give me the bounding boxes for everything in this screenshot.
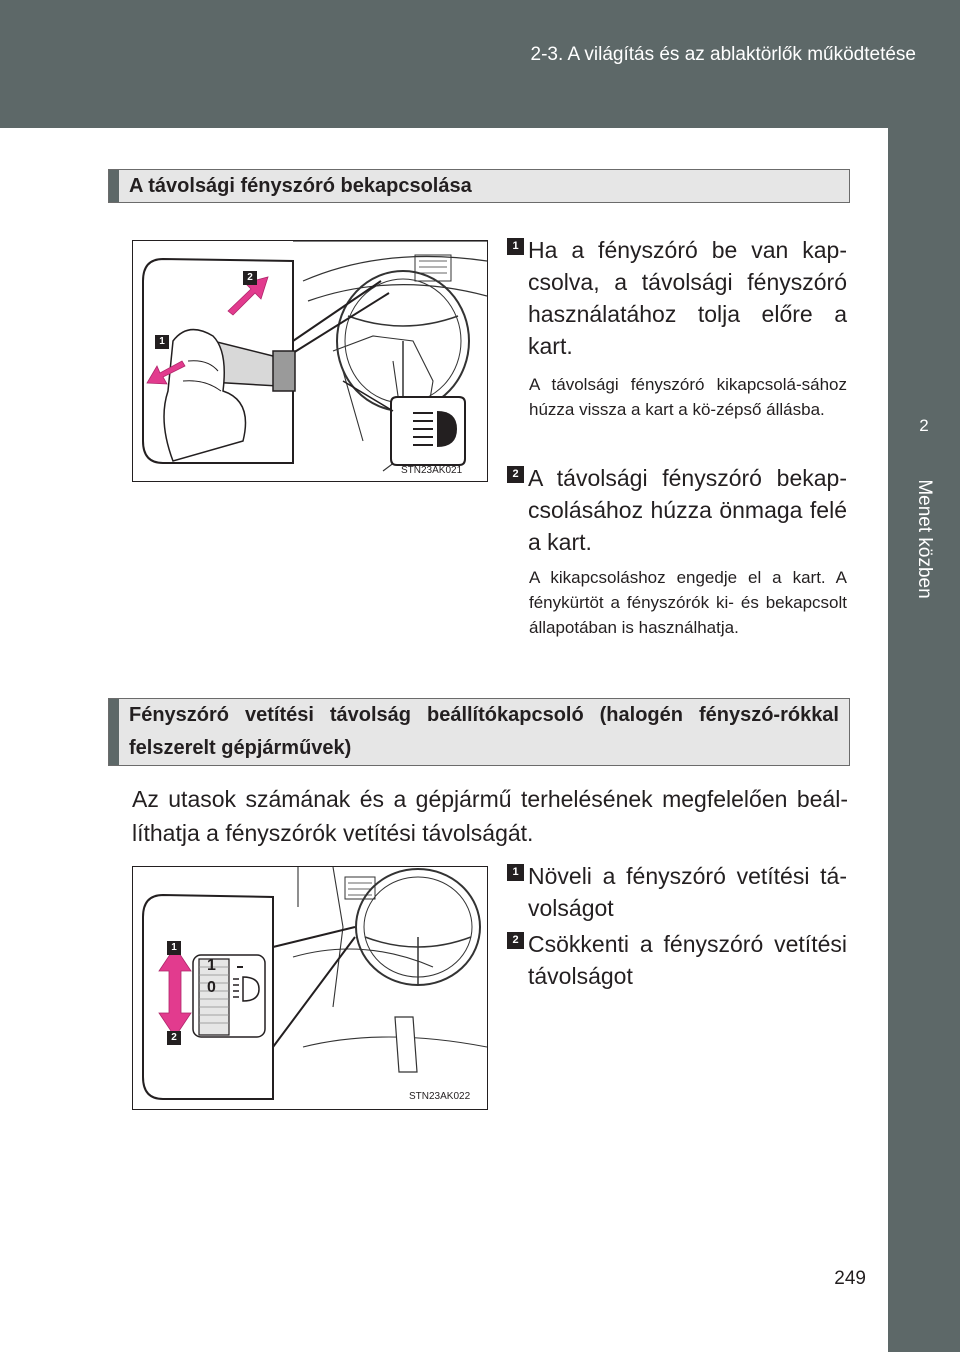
step-text: Ha a fényszóró be van kap-csolva, a távolsági fényszóró használatához tolja előre a kart.	[528, 237, 847, 359]
dial-drawing	[133, 867, 487, 1109]
chapter-number: 2	[919, 416, 929, 435]
dial-label-1: 1	[207, 957, 216, 974]
step-1-high-beam	[507, 234, 847, 362]
page-number: 249	[834, 1268, 866, 1289]
badge-fig1-two: 2	[247, 272, 253, 283]
step-badge: 1	[507, 238, 524, 255]
lever-drawing	[133, 241, 487, 481]
step-2-note: A kikapcsoláshoz engedje el a kart. A fénykürtöt a fényszórók ki- és bekapcsolt állapotában is használhatja.	[529, 568, 847, 637]
figure-code: STN23AK021	[401, 465, 463, 476]
section-heading-text: Fényszóró vetítési távolság beállítókapcsoló (halogén fényszó-rókkal felszerelt gépjárművek)	[129, 704, 839, 759]
high-beam-lever-illustration	[132, 240, 488, 482]
dial-label-0: 0	[207, 979, 216, 996]
section-title: 2-3. A világítás és az ablaktörlők működtetése	[530, 44, 916, 65]
step-badge: 2	[507, 466, 524, 483]
page-header	[0, 0, 960, 128]
step-text: A távolsági fényszóró bekap-csolásához húzza önmaga felé a kart.	[528, 465, 847, 555]
section-heading-high-beam	[108, 169, 850, 203]
step-badge: 1	[507, 864, 524, 881]
chapter-title: Menet közben	[914, 479, 935, 599]
leveling-dial-illustration	[132, 866, 488, 1110]
section-heading-text: A távolsági fényszóró bekapcsolása	[129, 175, 472, 197]
step-2-high-beam	[507, 462, 847, 558]
badge-fig2-two: 2	[171, 1032, 177, 1043]
chapter-tab	[888, 128, 960, 1352]
step-1-note: A távolsági fényszóró kikapcsolá-sához húzza vissza a kart a kö-zépső állásba.	[529, 375, 847, 419]
figure-code: STN23AK022	[409, 1091, 471, 1102]
step-badge: 2	[507, 932, 524, 949]
badge-fig2-one: 1	[171, 942, 177, 953]
intro-paragraph: Az utasok számának és a gépjármű terhelésének megfelelően beál-líthatja a fényszórók vetítési távolságát.	[132, 786, 848, 846]
step-2-leveling	[507, 928, 847, 992]
step-1-leveling	[507, 860, 847, 924]
section-heading-leveling	[108, 698, 850, 766]
step-text: Csökkenti a fényszóró vetítési távolságot	[528, 931, 847, 989]
badge-fig1-one: 1	[159, 336, 165, 347]
step-text: Növeli a fényszóró vetítési tá-volságot	[528, 863, 847, 921]
